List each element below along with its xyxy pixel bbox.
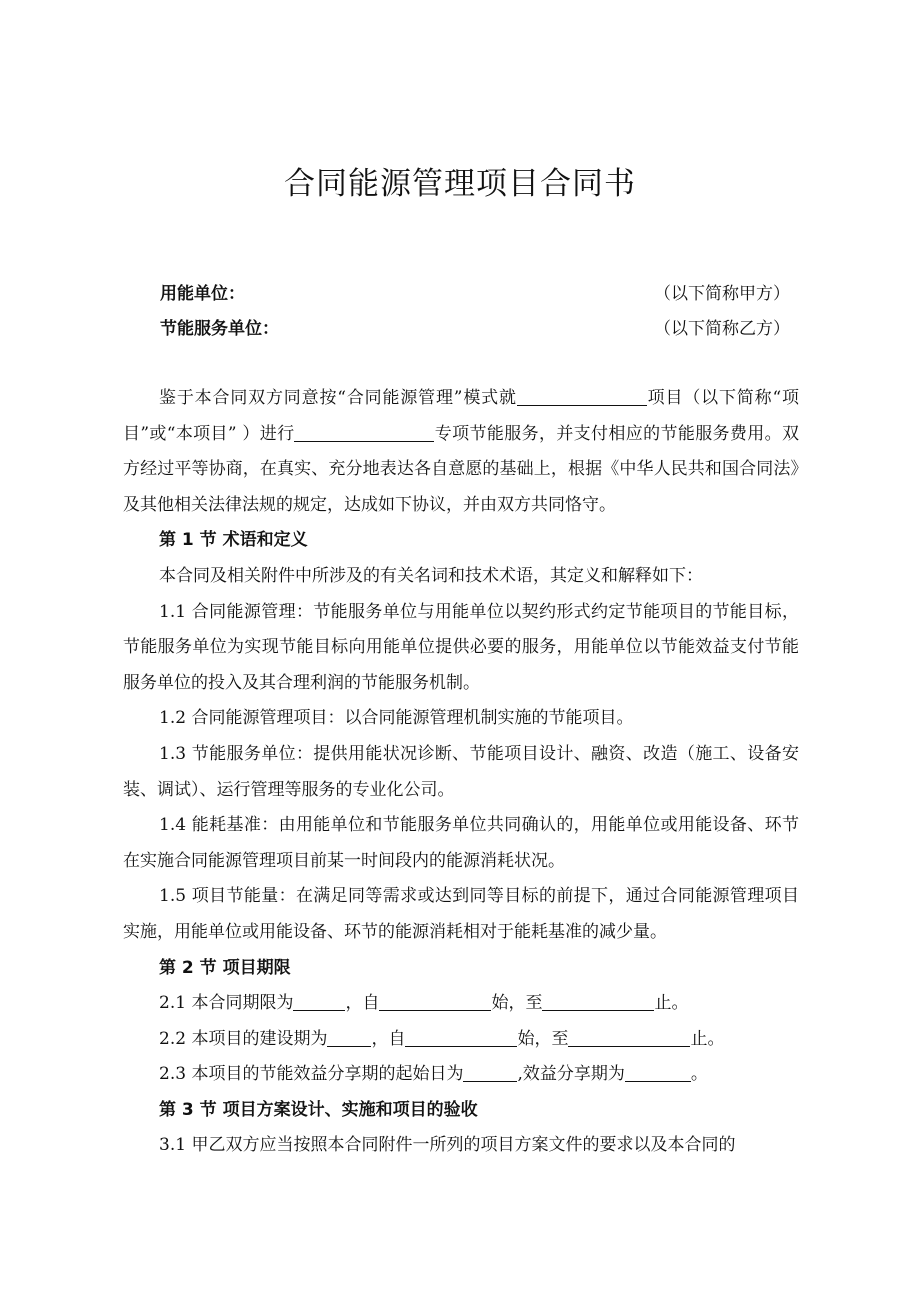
clause-1-4: 1.4 能耗基准：由用能单位和节能服务单位共同确认的，用能单位或用能设备、环节在实施合同能源管理项目前某一时间段内的能源消耗状况。 xyxy=(123,815,799,871)
blank-share-period xyxy=(625,1061,691,1082)
clause-2-3: 2.3 本项目的节能效益分享期的起始日为 ,效益分享期为 。 xyxy=(123,1057,799,1093)
blank-build-term xyxy=(327,1026,371,1047)
clause-1-1: 1.1 合同能源管理：节能服务单位与用能单位以契约形式约定节能项目的节能目标，节能服务单位为实现节能目标向用能单位提供必要的服务，用能单位以节能效益支付节能服务单位的投入及其合理利润的节能服务机制。 xyxy=(123,601,799,693)
clause-3-1: 3.1 甲乙双方应当按照本合同附件一所列的项目方案文件的要求以及本合同的 xyxy=(159,1135,736,1156)
section-2-heading: 第 2 节 项目期限 xyxy=(159,957,291,978)
section-1-heading: 第 1 节 术语和定义 xyxy=(159,530,308,551)
party-energy-user xyxy=(160,279,790,304)
party-label: 用能单位： xyxy=(160,284,245,304)
party-label: 节能服务单位： xyxy=(160,319,279,339)
section-3-heading: 第 3 节 项目方案设计、实施和项目的验收 xyxy=(159,1099,478,1120)
clause-2-1: 2.1 本合同期限为 ，自 始，至 止。 xyxy=(123,986,799,1022)
clause-1-5: 1.5 项目节能量：在满足同等需求或达到同等目标的前提下，通过合同能源管理项目实施，用能单位或用能设备、环节的能源消耗相对于能耗基准的减少量。 xyxy=(123,886,799,942)
contract-body xyxy=(123,381,799,1164)
blank-project-name xyxy=(517,385,647,406)
blank-end-date xyxy=(568,1026,690,1047)
party-note: （以下简称甲方） xyxy=(654,284,790,304)
clause-1-2: 1.2 合同能源管理项目：以合同能源管理机制实施的节能项目。 xyxy=(159,708,634,729)
blank-service-item xyxy=(294,421,434,442)
party-energy-service xyxy=(160,314,790,339)
section-1-intro: 本合同及相关附件中所涉及的有关名词和技术术语，其定义和解释如下： xyxy=(159,565,703,586)
blank-end-date xyxy=(542,990,654,1011)
clause-1-3: 1.3 节能服务单位：提供用能状况诊断、节能项目设计、融资、改造（施工、设备安装、调试）、运行管理等服务的专业化公司。 xyxy=(123,743,799,800)
document-title: 合同能源管理项目合同书 xyxy=(284,166,636,202)
blank-start-date xyxy=(405,1026,517,1047)
clause-2-2: 2.2 本项目的建设期为 ，自 始，至 止。 xyxy=(123,1022,799,1058)
party-note: （以下简称乙方） xyxy=(654,319,790,339)
blank-share-start xyxy=(463,1061,517,1082)
blank-contract-term xyxy=(293,990,345,1011)
preamble-paragraph: 鉴于本合同双方同意按“合同能源管理”模式就 项目（以下简称“项目”或“本项目” ）进行 专项节能服务，并支付相应的节能服务费用。双方经过平等协商，在真实、充分地表达各自意愿的基础上，根据《中华人民共和国合同法》及其他相关法律法规的规定，达成如下协议，并由双方共同恪守。 xyxy=(123,381,799,523)
blank-start-date xyxy=(379,990,491,1011)
